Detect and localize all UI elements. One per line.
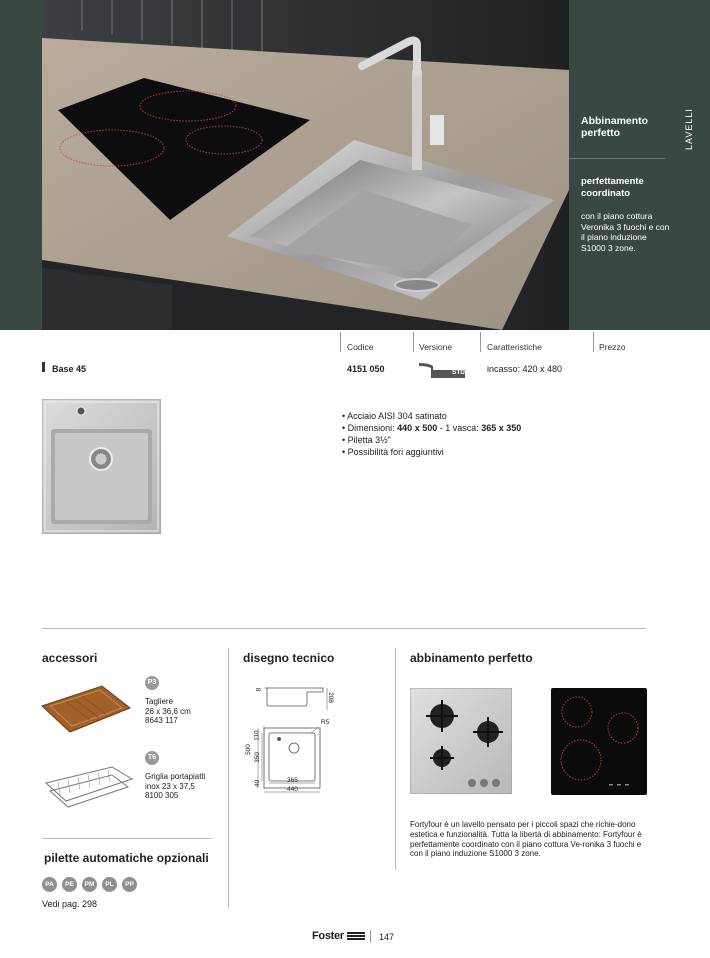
section-divider — [42, 838, 212, 839]
product-code: 4151 050 — [347, 364, 385, 374]
pilette-badge: PL — [102, 877, 117, 892]
dim-label: 500 — [244, 744, 252, 755]
header-caratteristiche: Caratteristiche — [487, 342, 542, 352]
pilette-badge: PE — [62, 877, 77, 892]
feature-item: • Acciaio AISI 304 satinato — [342, 411, 447, 421]
accessori-title: accessori — [42, 651, 98, 665]
accessory-info: Griglia portapiatti inox 23 x 37,5 8100 305 — [145, 772, 206, 800]
dim-label: 440 — [287, 786, 298, 793]
side-subtitle: perfettamente coordinato — [581, 176, 644, 199]
version-badge — [419, 362, 467, 378]
gas-hob-image — [410, 688, 512, 794]
side-text: con il piano cottura Veronika 3 fuochi e con il piano induzione S1000 3 zone. — [581, 211, 670, 253]
footer-divider — [370, 930, 371, 943]
col-divider — [340, 332, 341, 352]
features-list — [342, 410, 521, 458]
page-number: 147 — [379, 932, 395, 942]
dim-label: 365 — [287, 777, 298, 784]
dim-label: 40 — [254, 779, 262, 788]
version-badge-label: STD — [452, 369, 465, 376]
dim-label: 8 — [255, 687, 263, 692]
col-divider — [413, 332, 414, 352]
product-features-value: incasso: 420 x 480 — [487, 364, 563, 374]
abbinamento-title: abbinamento perfetto — [410, 651, 533, 665]
feature-item: • Piletta 3½" — [342, 435, 391, 445]
brand-mark-icon — [347, 932, 365, 940]
pilette-badge: PM — [82, 877, 97, 892]
abbinamento-description: Fortyfour è un lavello pensato per i piccoli spazi che richie-dono estetica e funzionalità. Tutta la libertà di abbinamento: Fortyfour è perfettamente coordinato con il piano cottura Ve-ronika 3 fuochi e con il piano induzione S1000 3 zone. — [410, 820, 642, 859]
feature-item: • Possibilità fori aggiuntivi — [342, 447, 444, 457]
dim-label: 350 — [253, 752, 261, 763]
brand-name: Foster — [312, 930, 344, 942]
pilette-page-ref: Vedi pag. 298 — [42, 899, 98, 909]
dim-label: 208 — [326, 692, 334, 703]
col-divider — [593, 332, 594, 352]
product-name: Base 45 — [52, 364, 87, 374]
section-vertical-label: LAVELLI — [684, 108, 694, 150]
section-divider — [42, 628, 646, 629]
side-panel — [569, 0, 710, 330]
sink-product-image — [42, 399, 161, 534]
side-divider — [569, 158, 665, 159]
technical-drawing — [243, 682, 338, 797]
brand-logo — [312, 930, 365, 942]
kitchen-photo — [42, 0, 569, 330]
header-versione: Versione — [419, 342, 453, 352]
accessory-code-badge: P3 — [145, 676, 159, 690]
accessory-info: Tagliere 26 x 36,6 cm 8643 117 — [145, 697, 191, 725]
disegno-title: disegno tecnico — [243, 651, 335, 665]
pilette-badge: PA — [42, 877, 57, 892]
col-divider — [480, 332, 481, 352]
header-prezzo: Prezzo — [599, 342, 626, 352]
cutting-board-image — [40, 684, 132, 734]
side-title: Abbinamento perfetto — [581, 115, 649, 139]
dish-rack-image — [42, 765, 134, 810]
dim-label: 110 — [253, 730, 261, 741]
induction-hob-image — [551, 688, 647, 795]
row-marker — [42, 362, 45, 372]
column-divider — [228, 648, 229, 908]
pilette-title: pilette automatiche opzionali — [44, 851, 209, 865]
header-codice: Codice — [347, 342, 374, 352]
feature-item: • Dimensioni: 440 x 500 - 1 vasca: 365 x 350 — [342, 423, 522, 433]
dim-label: R5 — [321, 719, 330, 726]
pilette-badge: PP — [122, 877, 137, 892]
accessory-code-badge: T6 — [145, 751, 159, 765]
column-divider — [395, 648, 396, 870]
